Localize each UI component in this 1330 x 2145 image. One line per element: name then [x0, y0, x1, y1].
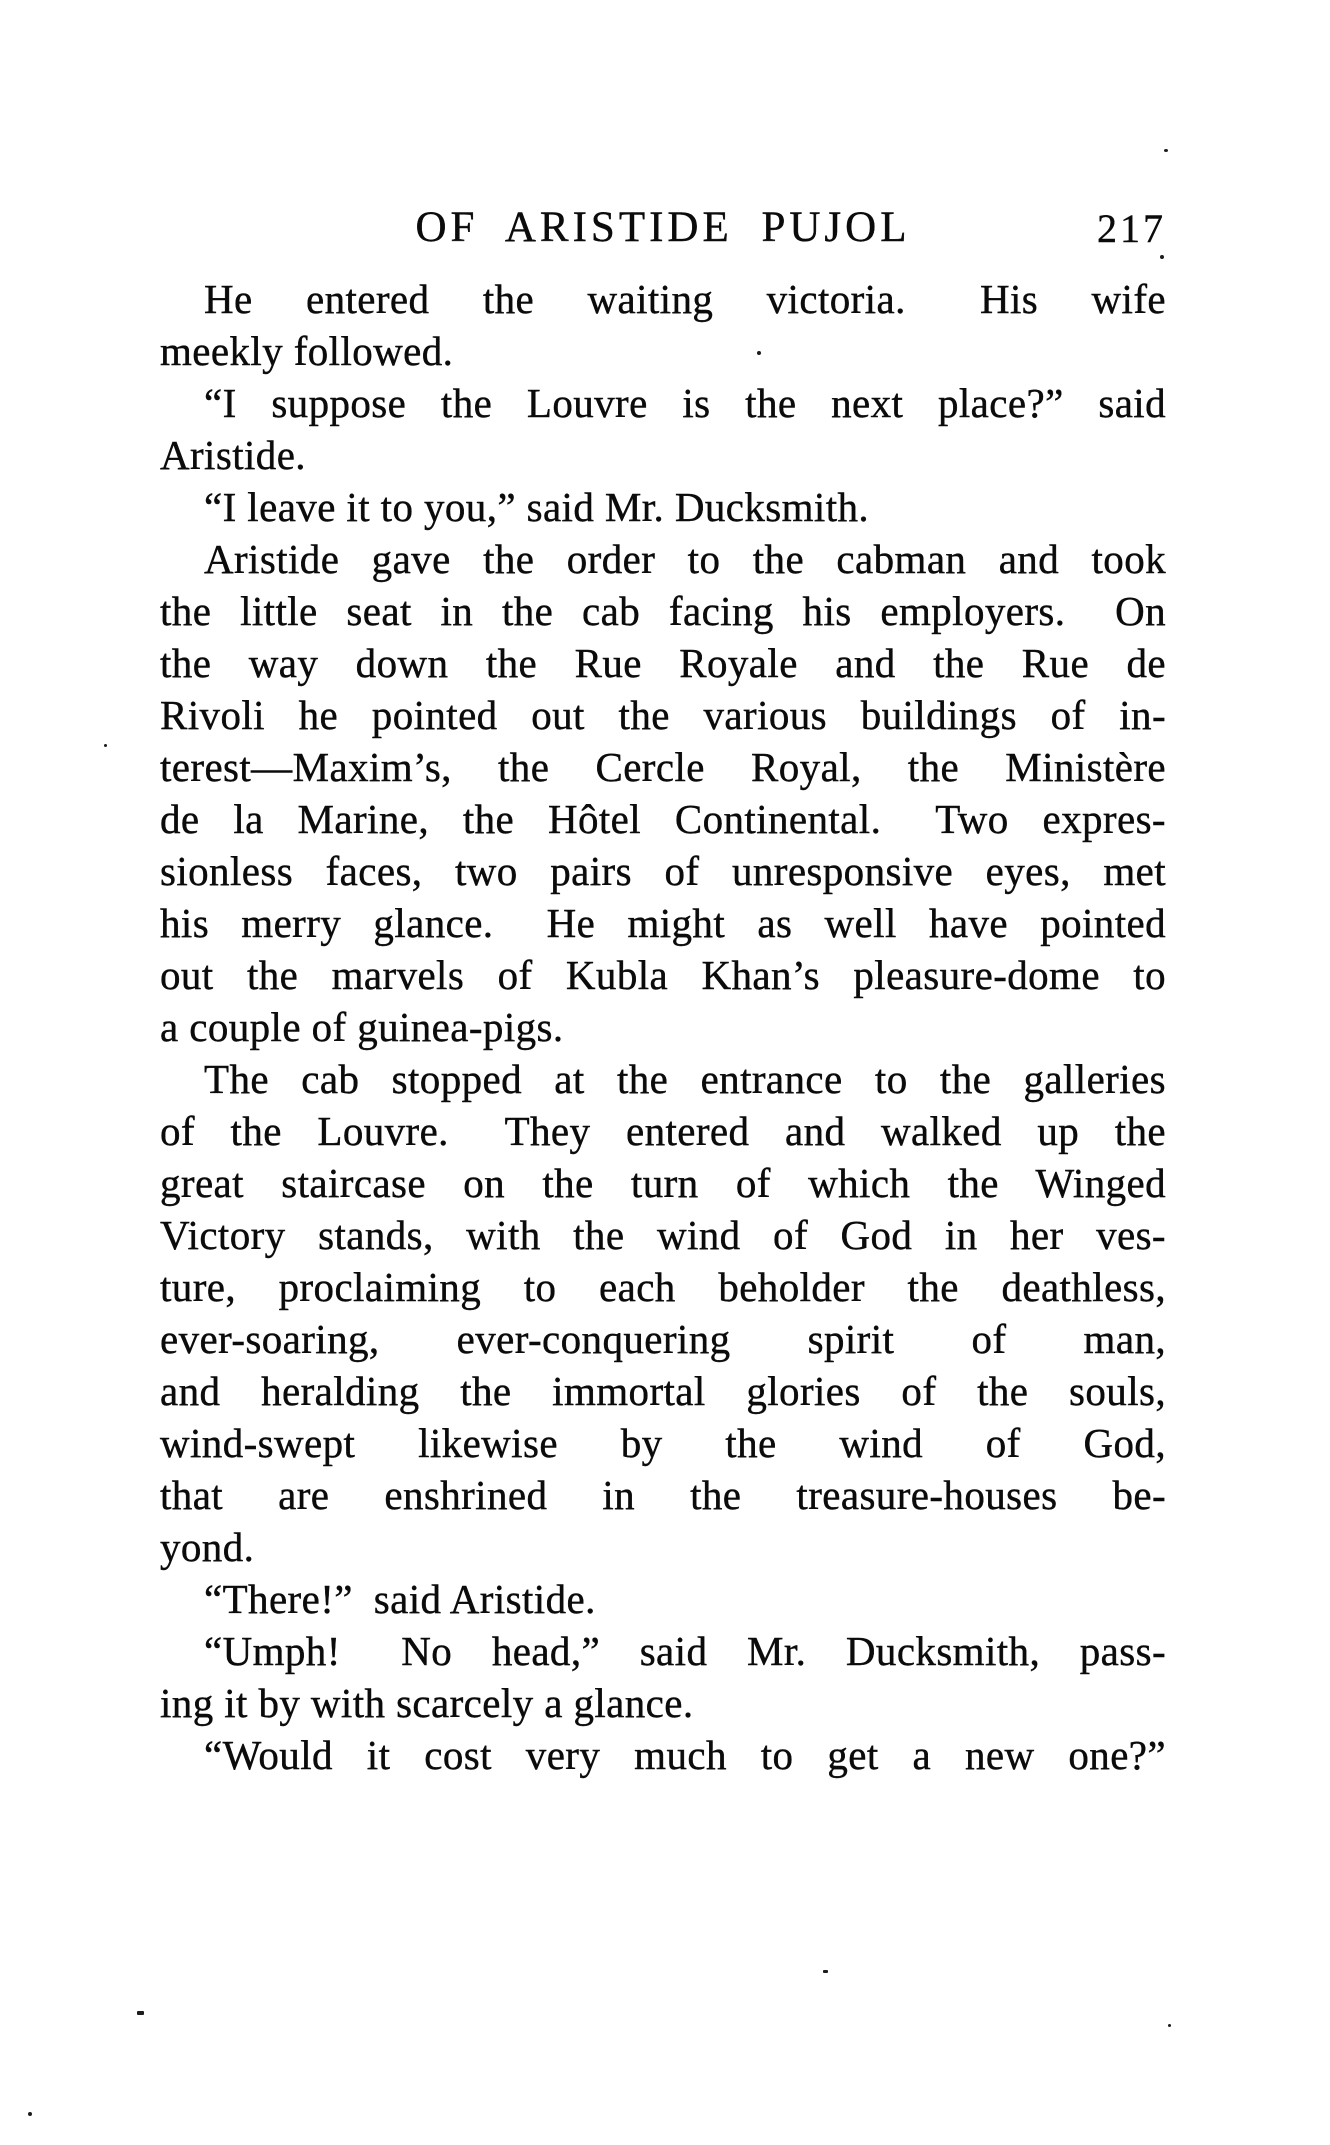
scan-speck	[28, 2112, 32, 2116]
text-line: “Umph! No head,” said Mr. Ducksmith, pass-	[204, 1628, 1166, 1674]
paragraph	[160, 1625, 1166, 1729]
text-line: The cab stopped at the entrance to the galleries	[204, 1056, 1166, 1102]
running-header	[160, 203, 1166, 255]
paragraph	[160, 1729, 1166, 1781]
text-line: “I suppose the Louvre is the next place?” said	[204, 380, 1166, 426]
text-line: “Would it cost very much to get a new one?”	[204, 1732, 1166, 1778]
paragraph	[160, 377, 1166, 481]
scan-speck	[757, 351, 761, 355]
page-title: OF ARISTIDE PUJOL	[415, 204, 911, 251]
scan-speck	[1160, 255, 1164, 259]
text-line: and heralding the immortal glories of the souls,	[160, 1368, 1166, 1414]
text-line: sionless faces, two pairs of unresponsive eyes, met	[160, 848, 1166, 894]
text-line: terest—Maxim’s, the Cercle Royal, the Ministère	[160, 744, 1166, 790]
scan-speck	[137, 2011, 144, 2015]
text-line: that are enshrined in the treasure-houses be-	[160, 1472, 1166, 1518]
text-line: out the marvels of Kubla Khan’s pleasure-dome to	[160, 952, 1166, 998]
page-body	[160, 273, 1166, 1781]
text-line: meekly followed.	[160, 328, 454, 374]
text-line: his merry glance. He might as well have pointed	[160, 900, 1166, 946]
text-line: ever-soaring, ever-conquering spirit of man,	[160, 1316, 1166, 1362]
text-line: the way down the Rue Royale and the Rue de	[160, 640, 1166, 686]
paragraph	[160, 1573, 1166, 1625]
text-line: yond.	[160, 1524, 255, 1570]
text-line: Victory stands, with the wind of God in her ves-	[160, 1212, 1166, 1258]
text-line: “There!” said Aristide.	[204, 1576, 596, 1622]
text-line: “I leave it to you,” said Mr. Ducksmith.	[204, 484, 870, 530]
paragraph	[160, 1053, 1166, 1573]
text-line: ing it by with scarcely a glance.	[160, 1680, 694, 1726]
text-line: ture, proclaiming to each beholder the deathless,	[160, 1264, 1166, 1310]
scan-speck	[1164, 149, 1168, 152]
text-line: great staircase on the turn of which the Winged	[160, 1160, 1166, 1206]
text-line: Aristide.	[160, 432, 306, 478]
text-line: de la Marine, the Hôtel Continental. Two expres-	[160, 796, 1166, 842]
text-line: Aristide gave the order to the cabman and took	[204, 536, 1166, 582]
scan-speck	[1168, 2024, 1171, 2027]
text-line: a couple of guinea-pigs.	[160, 1004, 564, 1050]
text-line: He entered the waiting victoria. His wife	[204, 276, 1166, 322]
paragraph	[160, 481, 1166, 533]
page-number: 217	[1097, 206, 1166, 251]
text-line: Rivoli he pointed out the various buildings of in-	[160, 692, 1166, 738]
text-line: of the Louvre. They entered and walked up the	[160, 1108, 1166, 1154]
text-line: the little seat in the cab facing his employers. On	[160, 588, 1166, 634]
scan-speck	[823, 1970, 828, 1973]
scan-speck	[104, 744, 107, 747]
paragraph	[160, 533, 1166, 1053]
text-line: wind-swept likewise by the wind of God,	[160, 1420, 1166, 1466]
paragraph	[160, 273, 1166, 377]
